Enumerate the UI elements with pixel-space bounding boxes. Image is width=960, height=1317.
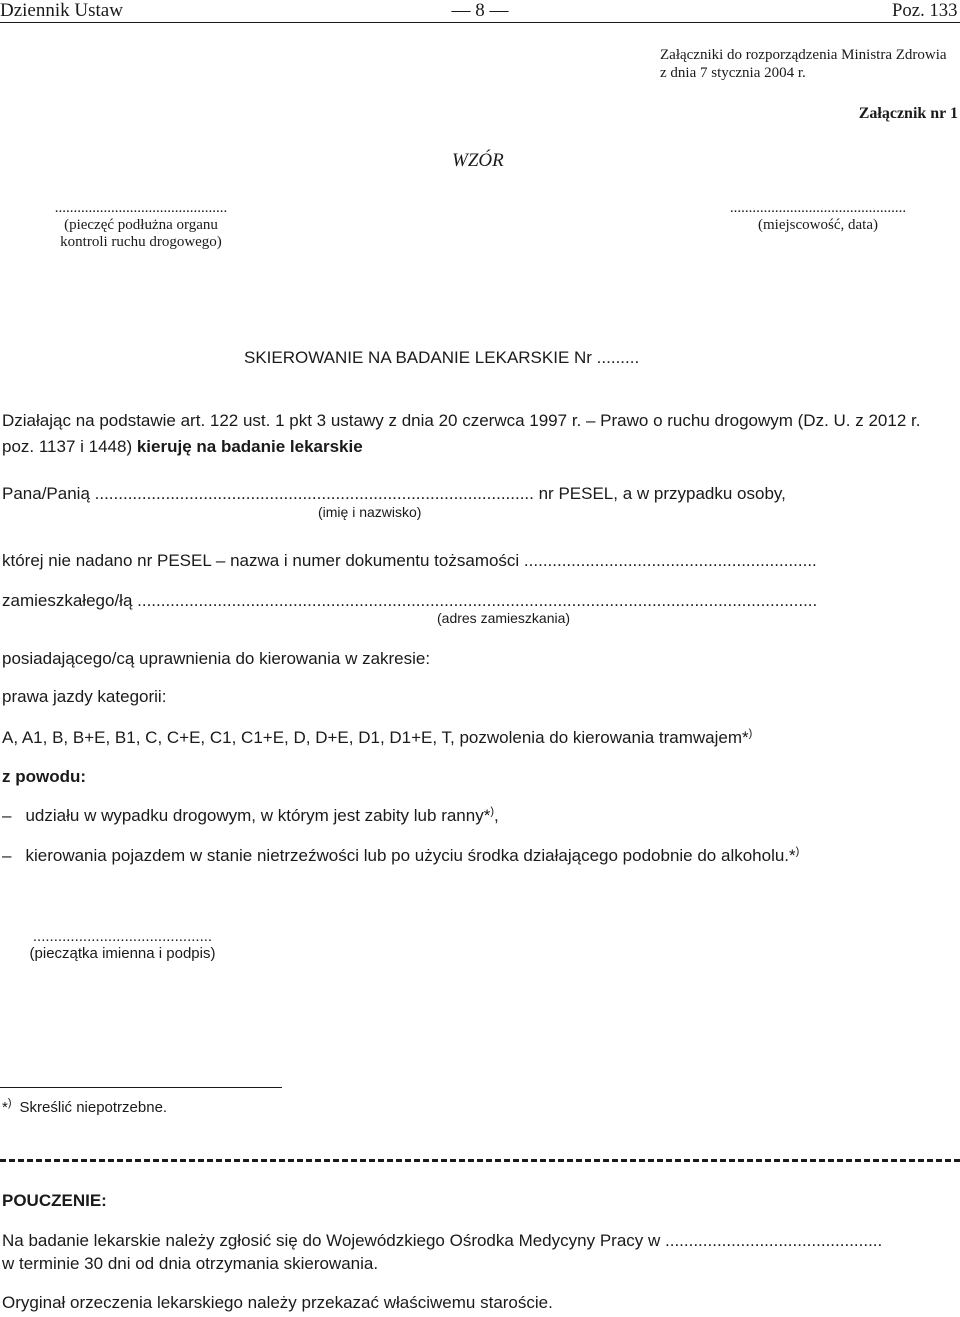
categories-footnote-mark: ) xyxy=(748,727,753,740)
reason-item xyxy=(2,806,499,826)
reason-item xyxy=(2,846,799,866)
instruction-line1: Na badanie lekarskie należy zgłosić się do Wojewódzkiego Ośrodka Medycyny Pracy w .............................................. xyxy=(2,1231,883,1250)
signature-dots: ........................................... xyxy=(32,928,213,945)
intro-legal-basis: poz. 1137 i 1448) xyxy=(2,437,137,456)
footnote-rule xyxy=(0,1087,282,1088)
person-field: Pana/Panią ............................................................................................. nr PESEL, a w przypadku osoby, xyxy=(2,484,786,503)
footnote-sup: ) xyxy=(7,1097,12,1109)
instruction-line3: Oryginał orzeczenia lekarskiego należy przekazać właściwemu staroście. xyxy=(2,1293,553,1312)
template-label: WZÓR xyxy=(452,150,504,171)
place-date-block xyxy=(680,200,956,234)
intro-line2 xyxy=(2,437,363,457)
reason-tail: , xyxy=(494,806,499,825)
categories-list xyxy=(2,728,752,748)
reason-dash: – xyxy=(2,806,12,825)
id-document-field: której nie nadano nr PESEL – nazwa i numer dokumentu tożsamości .............................................................. xyxy=(2,551,817,570)
instruction-heading: POUCZENIE: xyxy=(2,1191,107,1210)
signature-caption: (pieczątka imienna i podpis) xyxy=(29,945,216,962)
signature-block xyxy=(0,928,245,962)
instruction-line2: w terminie 30 dni od dnia otrzymania skierowania. xyxy=(2,1254,379,1273)
stamp-caption-line1: (pieczęć podłużna organu xyxy=(64,217,218,233)
reason-text: udziału w wypadku drogowym, w którym jest zabity lub ranny* xyxy=(25,806,491,825)
footnote-mark: * xyxy=(2,1099,8,1116)
reason-text: kierowania pojazdem w stanie nietrzeźwości lub po użyciu środka działającego podobnie do alkoholu.* xyxy=(25,846,796,865)
footnote-text: Skreślić niepotrzebne. xyxy=(19,1099,168,1116)
reason-heading: z powodu: xyxy=(2,767,87,786)
annex-number: Załącznik nr 1 xyxy=(858,105,958,122)
gazette-name: Dziennik Ustaw xyxy=(0,0,123,21)
categories-text: A, A1, B, B+E, B1, C, C+E, C1, C1+E, D, D+E, D1, D1+E, T, pozwolenia do kierowania tramwajem* xyxy=(2,728,749,747)
stamp-caption-line2: kontroli ruchu drogowego) xyxy=(60,234,222,250)
address-caption: (adres zamieszkania) xyxy=(437,610,571,626)
reason-dash: – xyxy=(2,846,12,865)
document-title: SKIEROWANIE NA BADANIE LEKARSKIE Nr ......... xyxy=(244,348,640,367)
cut-line xyxy=(0,1159,960,1162)
reason-footnote-mark: ) xyxy=(490,805,495,818)
annex-note-line1: Załączniki do rozporządzenia Ministra Zdrowia xyxy=(660,47,947,63)
place-date-caption: (miejscowość, data) xyxy=(758,217,878,233)
stamp-dots: .............................................. xyxy=(54,200,228,216)
intro-referral-phrase: kieruję na badanie lekarskie xyxy=(136,437,363,456)
header-rule xyxy=(0,22,960,23)
stamp-block xyxy=(0,200,282,251)
page-number: — 8 — xyxy=(451,0,509,21)
categories-label: prawa jazdy kategorii: xyxy=(2,687,167,706)
licence-scope-label: posiadającego/cą uprawnienia do kierowania w zakresie: xyxy=(2,649,431,668)
reason-footnote-mark: ) xyxy=(795,845,800,858)
annex-note-line2: z dnia 7 stycznia 2004 r. xyxy=(660,65,806,81)
footnote xyxy=(2,1099,167,1116)
intro-line1: Działając na podstawie art. 122 ust. 1 pkt 3 ustawy z dnia 20 czerwca 1997 r. – Prawo o ruchu drogowym (Dz. U. z 2012 r. xyxy=(2,411,921,430)
place-date-dots: ............................................... xyxy=(729,200,907,216)
position-number: Poz. 133 xyxy=(891,0,958,21)
person-caption: (imię i nazwisko) xyxy=(318,504,422,520)
address-field: zamieszkałego/łą ................................................................................................................................................ xyxy=(2,591,818,610)
